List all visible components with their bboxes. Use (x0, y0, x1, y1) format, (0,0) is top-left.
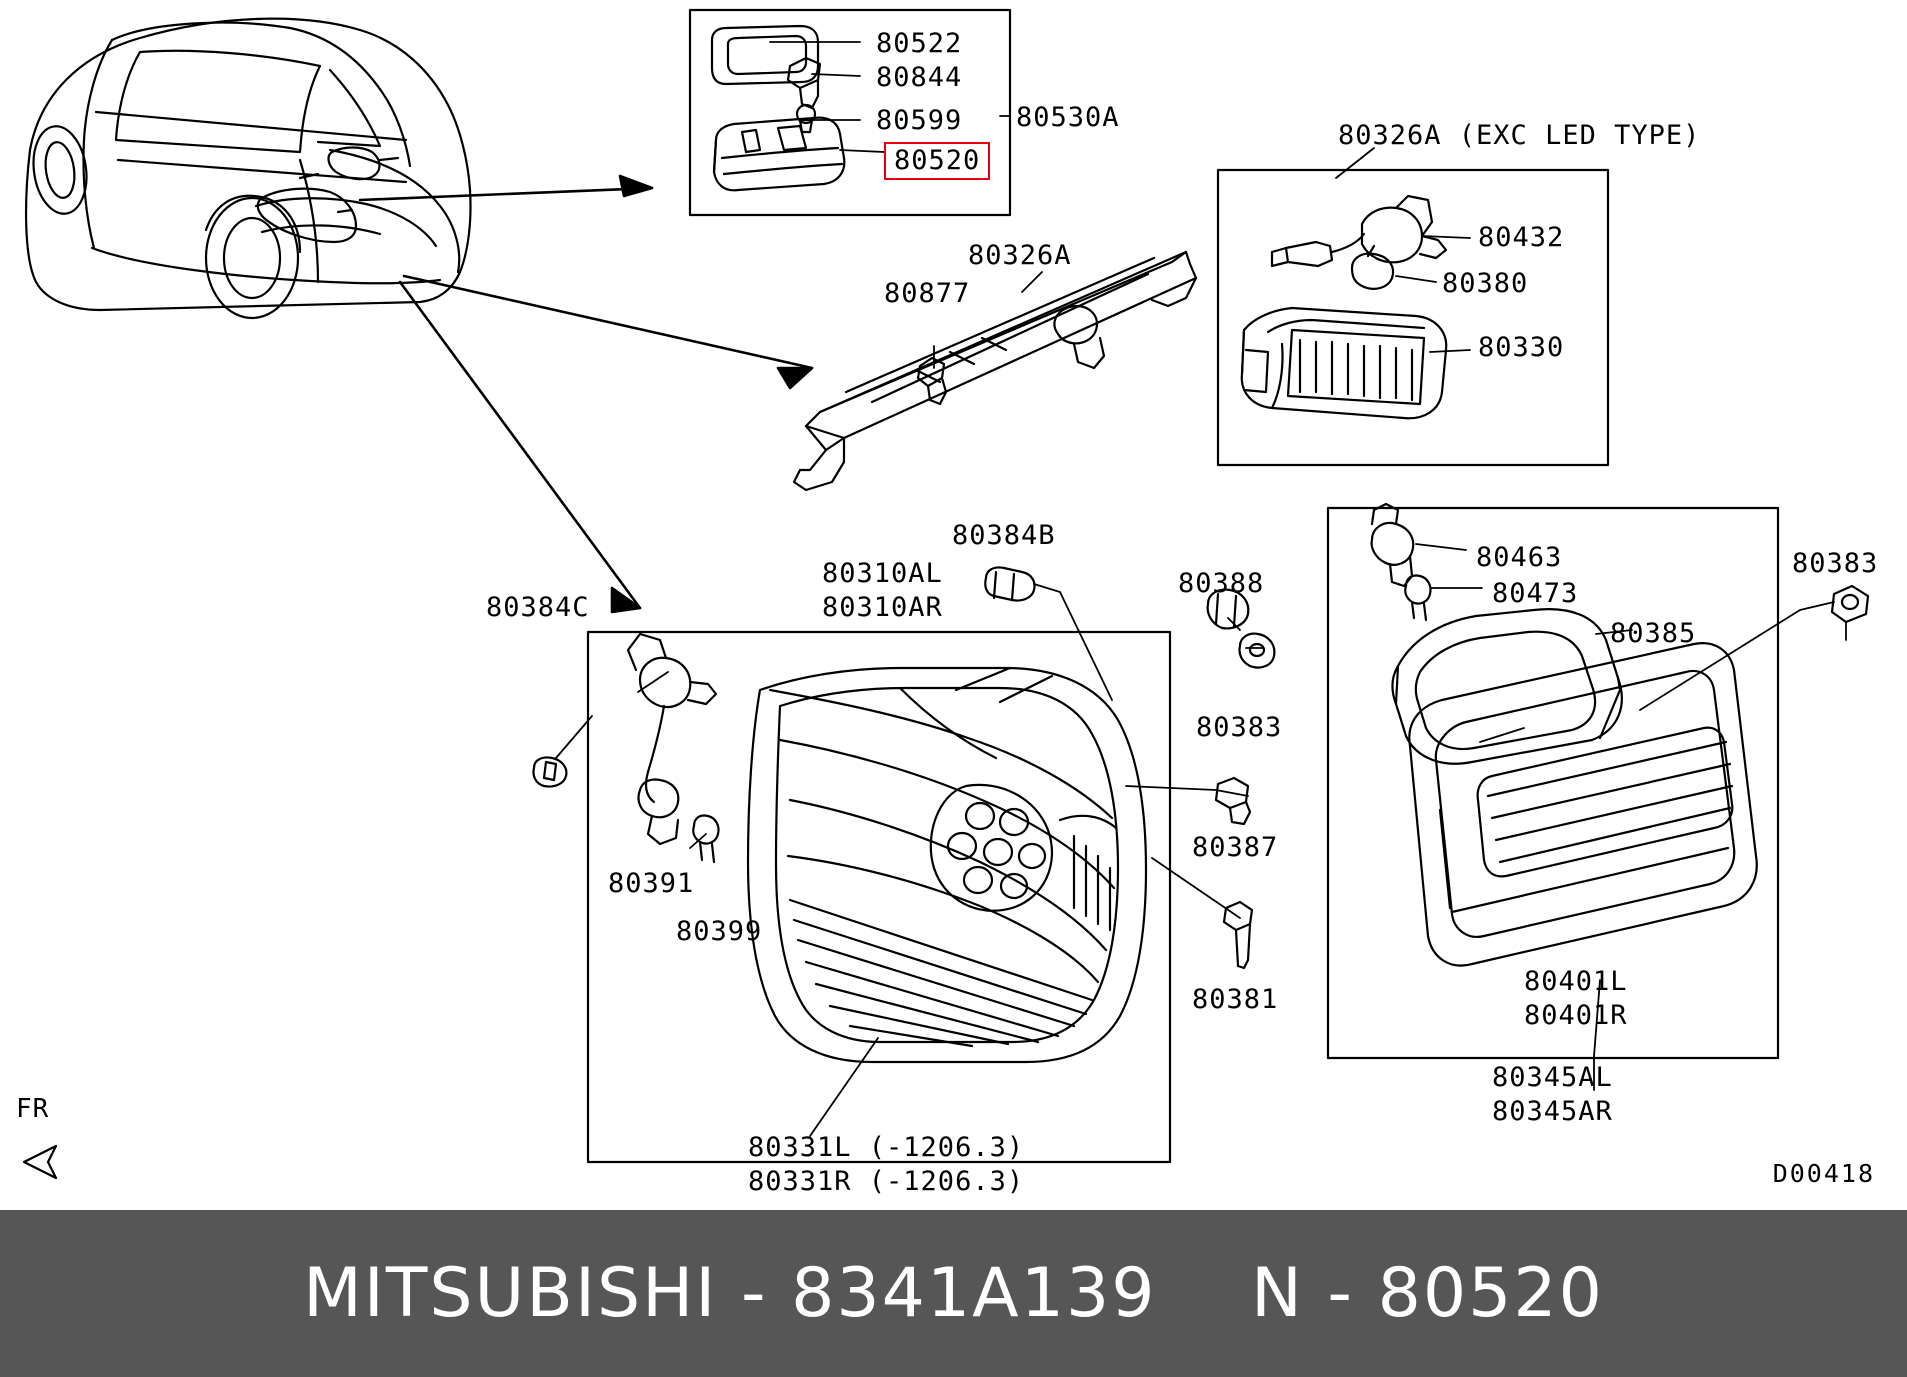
label-80384B: 80384B (952, 520, 1056, 551)
fr-arrow (24, 1146, 56, 1178)
fr-orientation-label: FR (16, 1094, 50, 1124)
label-80310AL: 80310AL (822, 558, 943, 589)
label-80383-right: 80383 (1792, 548, 1879, 579)
label-80520-highlighted: 80520 (884, 142, 990, 180)
label-80310AR: 80310AR (822, 592, 943, 623)
license-lamp-parts (712, 26, 844, 190)
label-80331L: 80331L (-1206.3) (748, 1132, 1025, 1163)
label-80326A-exc-led-note: 80326A (EXC LED TYPE) (1338, 120, 1701, 151)
label-80388: 80388 (1178, 568, 1265, 599)
side-marker-parts (1242, 196, 1446, 418)
callout-arrows (360, 176, 812, 612)
label-80331R: 80331R (-1206.3) (748, 1166, 1025, 1197)
label-80522: 80522 (876, 28, 963, 59)
drawing-number: D00418 (1772, 1159, 1875, 1188)
label-80345AL: 80345AL (1492, 1062, 1613, 1093)
label-80530A: 80530A (1016, 102, 1120, 133)
label-80401L: 80401L (1524, 966, 1628, 997)
label-80380: 80380 (1442, 268, 1529, 299)
label-80432: 80432 (1478, 222, 1565, 253)
label-80383-center: 80383 (1196, 712, 1283, 743)
label-80473: 80473 (1492, 578, 1579, 609)
label-80399: 80399 (676, 916, 763, 947)
label-80330: 80330 (1478, 332, 1565, 363)
label-80345AR: 80345AR (1492, 1096, 1613, 1127)
label-80391: 80391 (608, 868, 695, 899)
label-80326A: 80326A (968, 240, 1072, 271)
tail-lamp-fasteners (533, 567, 1274, 968)
label-80844: 80844 (876, 62, 963, 93)
label-80384C: 80384C (486, 592, 590, 623)
label-80401R: 80401R (1524, 1000, 1628, 1031)
label-80877: 80877 (884, 278, 971, 309)
footer-bar (0, 1210, 1907, 1377)
inner-tail-lamp (1372, 504, 1757, 966)
label-80599: 80599 (876, 105, 963, 136)
high-mount-stop-lamp (794, 252, 1196, 490)
label-80381: 80381 (1192, 984, 1279, 1015)
label-80463: 80463 (1476, 542, 1563, 573)
footer-part-caption: MITSUBISHI - 8341A139 N - 80520 (303, 1254, 1604, 1333)
right-screw (1832, 586, 1868, 622)
outer-tail-lamp (628, 634, 1146, 1062)
vehicle-illustration (26, 19, 470, 318)
label-80387: 80387 (1192, 832, 1279, 863)
label-80385: 80385 (1610, 618, 1697, 649)
